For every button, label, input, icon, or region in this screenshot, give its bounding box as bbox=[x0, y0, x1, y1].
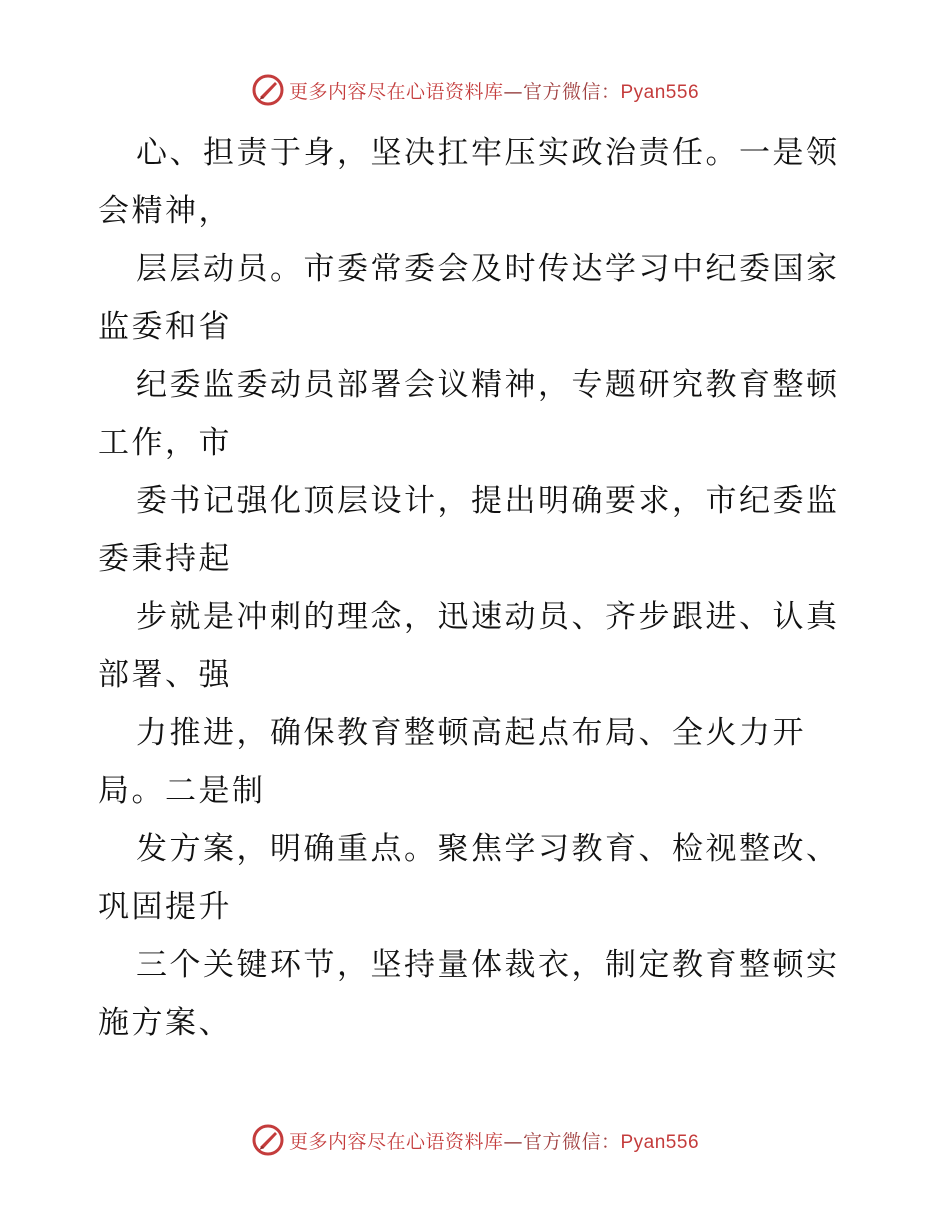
header-wechat-label: 官方微信： bbox=[522, 80, 621, 103]
footer-site-name: 更多内容尽在心语资料库 bbox=[288, 1130, 504, 1153]
body-line: 委秉持起 bbox=[98, 541, 232, 577]
body-line: 巩固提升 bbox=[98, 889, 232, 925]
body-line: 部署、强 bbox=[98, 657, 232, 693]
body-line: 力推进，确保教育整顿高起点布局、全火力开 bbox=[136, 715, 806, 751]
footer-wechat-id: Pyan556 bbox=[620, 1131, 700, 1153]
body-line: 施方案、 bbox=[98, 1005, 232, 1041]
header-wechat-id: Pyan556 bbox=[620, 81, 700, 103]
header-banner-text bbox=[289, 77, 699, 104]
body-line: 层层动员。市委常委会及时传达学习中纪委国家 bbox=[136, 251, 840, 287]
quill-logo-icon bbox=[251, 1123, 285, 1157]
body-line: 发方案，明确重点。聚焦学习教育、检视整改、 bbox=[136, 831, 840, 867]
body-line: 委书记强化顶层设计，提出明确要求，市纪委监 bbox=[136, 483, 840, 519]
header-banner bbox=[0, 70, 950, 110]
footer-banner-text bbox=[289, 1127, 699, 1154]
body-line: 心、担责于身，坚决扛牢压实政治责任。一是领 bbox=[136, 135, 840, 171]
body-line: 纪委监委动员部署会议精神，专题研究教育整顿 bbox=[136, 367, 840, 403]
header-site-name: 更多内容尽在心语资料库 bbox=[288, 80, 504, 103]
footer-banner bbox=[0, 1120, 950, 1160]
body-line: 工作，市 bbox=[98, 425, 232, 461]
body-line: 会精神， bbox=[98, 193, 232, 229]
footer-wechat-label: 官方微信： bbox=[522, 1130, 621, 1153]
body-line: 局。二是制 bbox=[98, 773, 266, 809]
body-line: 三个关键环节，坚持量体裁衣，制定教育整顿实 bbox=[136, 947, 840, 983]
body-line: 步就是冲刺的理念，迅速动员、齐步跟进、认真 bbox=[136, 599, 840, 635]
footer-separator: — bbox=[503, 1130, 523, 1153]
body-line: 监委和省 bbox=[98, 309, 232, 345]
header-separator: — bbox=[503, 80, 523, 103]
quill-logo-icon bbox=[251, 73, 285, 107]
document-body bbox=[98, 124, 850, 1052]
